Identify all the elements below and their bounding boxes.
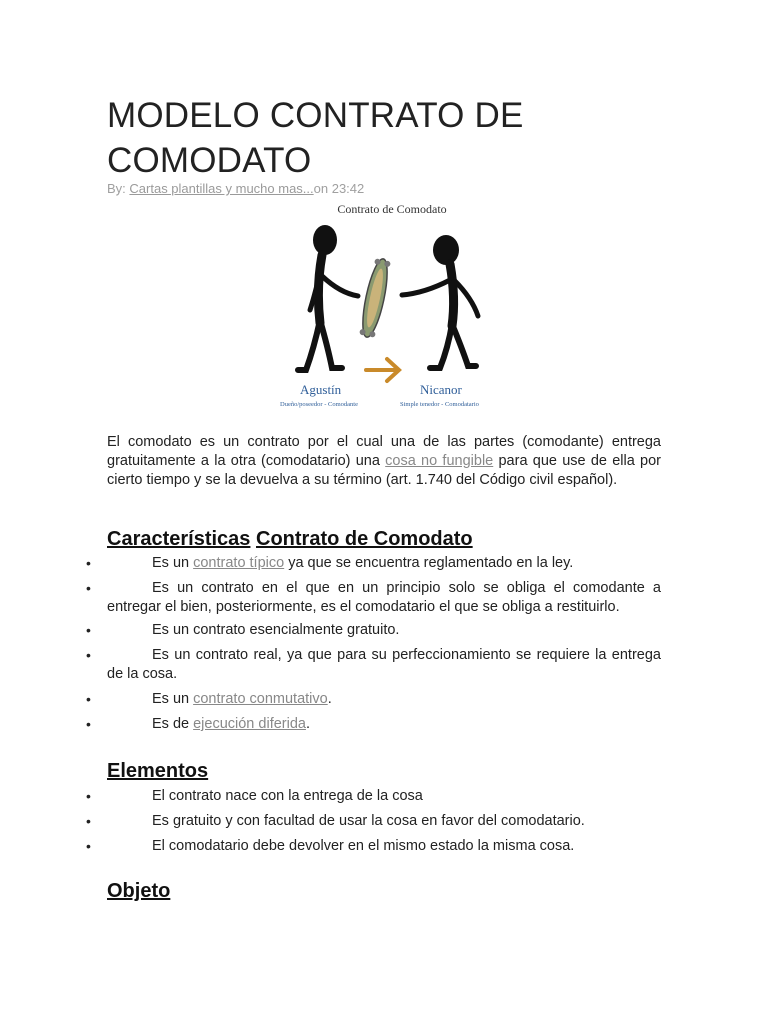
link-contrato-tipico[interactable]: contrato típico	[193, 555, 285, 571]
item-text: El contrato nace con la entrega de la cosa	[152, 788, 423, 804]
list-item	[0, 554, 768, 573]
heading-elementos-text: Elementos	[107, 760, 209, 782]
arrow-right-icon	[366, 359, 399, 381]
heading-elementos	[107, 760, 208, 783]
bullet-icon: •	[86, 691, 91, 707]
figure-right-name: Nicanor	[420, 382, 462, 397]
byline	[107, 181, 364, 196]
list-item	[0, 787, 768, 806]
skateboard	[358, 257, 392, 339]
item-text: Es de	[152, 716, 194, 732]
figure-left-role: Dueño/poseedor - Comodante	[280, 401, 358, 408]
list-item	[0, 690, 768, 709]
item-text: ya que se encuentra reglamentado en la ley.	[284, 555, 574, 571]
list-item	[0, 812, 768, 831]
item-text: Es un contrato esencialmente gratuito.	[152, 622, 400, 638]
caracteristicas-list	[0, 554, 768, 734]
comodato-illustration	[270, 198, 500, 416]
intro-text-1: El comodato es un contrato por el cual una de las partes (comodante) entrega gratuitamente a la otra (comodatario) una	[107, 434, 661, 469]
page-title: MODELO CONTRATO DE COMODATO	[107, 96, 524, 180]
heading-caracteristicas	[107, 528, 473, 551]
link-ejecucion-diferida[interactable]: ejecución diferida	[193, 716, 306, 732]
intro-link-cosa-no-fungible[interactable]: cosa no fungible	[385, 453, 494, 469]
byline-time: on 23:42	[313, 181, 365, 196]
item-text: .	[305, 716, 310, 732]
bullet-icon: •	[86, 580, 91, 596]
bullet-icon: •	[86, 622, 91, 638]
left-stick-figure	[298, 225, 358, 370]
bullet-icon: •	[86, 838, 91, 854]
item-text: El comodatario debe devolver en el mismo estado la misma cosa.	[152, 838, 575, 854]
heading-caracteristicas-a: Características	[107, 528, 251, 550]
list-item	[0, 837, 768, 856]
item-text: .	[327, 691, 332, 707]
figure-left-name: Agustín	[300, 382, 342, 397]
item-text: Es un	[152, 555, 194, 571]
elementos-list	[0, 787, 768, 856]
bullet-icon: •	[86, 555, 91, 571]
list-item	[0, 646, 768, 684]
list-item	[0, 715, 768, 734]
bullet-icon: •	[86, 716, 91, 732]
list-item	[0, 579, 768, 617]
heading-caracteristicas-b: Contrato de Comodato	[256, 528, 473, 550]
item-text: Es gratuito y con facultad de usar la cosa en favor del comodatario.	[152, 813, 585, 829]
link-contrato-conmutativo[interactable]: contrato conmutativo	[193, 691, 328, 707]
item-text: Es un contrato real, ya que para su perfeccionamiento se requiere la entrega de la cosa.	[107, 647, 661, 682]
bullet-icon: •	[86, 813, 91, 829]
bullet-icon: •	[86, 647, 91, 663]
intro-text-2: para que use de ella por cierto tiempo y se la devuelva a su término (art. 1.740 del Código civil español).	[107, 453, 662, 488]
right-stick-figure	[402, 235, 478, 368]
heading-objeto-text: Objeto	[107, 880, 171, 902]
bullet-icon: •	[86, 788, 91, 804]
byline-prefix: By:	[107, 181, 130, 196]
author-link[interactable]: Cartas plantillas y mucho mas...	[129, 181, 314, 196]
figure-title: Contrato de Comodato	[337, 202, 447, 216]
heading-objeto	[107, 880, 170, 903]
intro-paragraph	[107, 433, 661, 490]
item-text: Es un	[152, 691, 194, 707]
list-item	[0, 621, 768, 640]
figure-right-role: Simple tenedor - Comodatario	[400, 401, 479, 408]
item-text: Es un contrato en el que en un principio solo se obliga el comodante a entregar el bien, posteriormente, es el comodatario el que se obliga a restituirlo.	[107, 580, 661, 615]
